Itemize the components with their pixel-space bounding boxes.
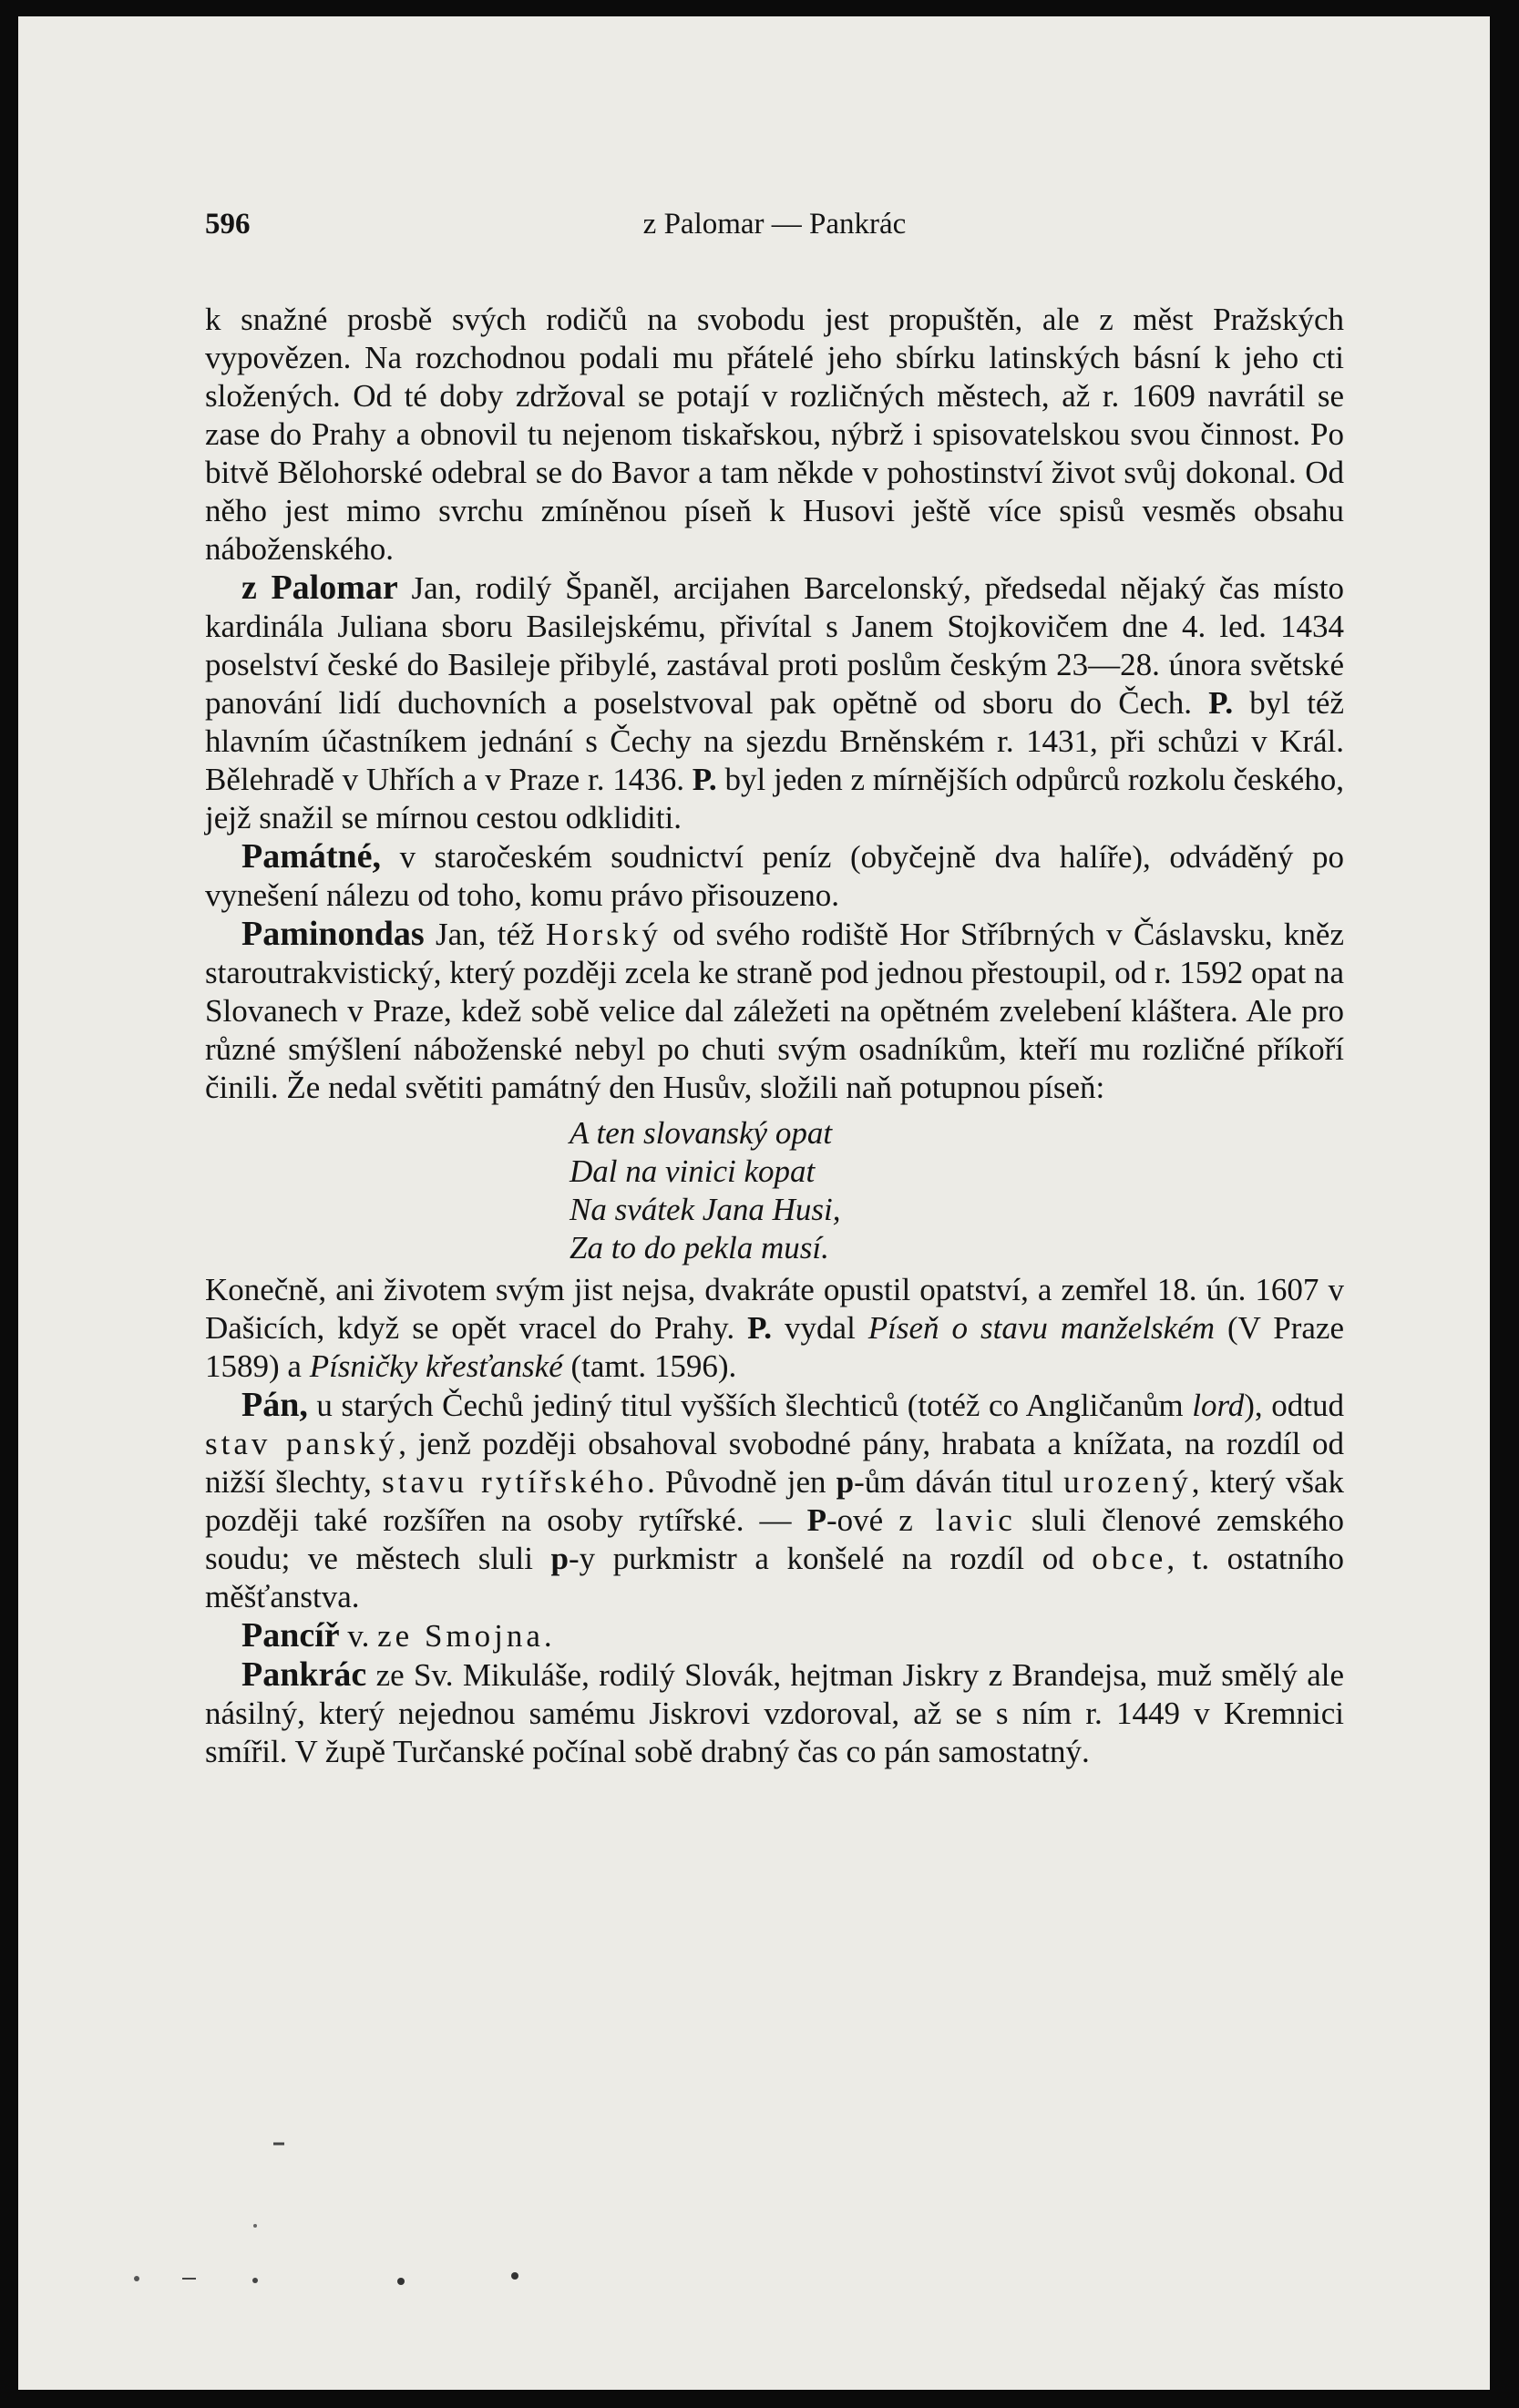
- text-segment: P.: [1208, 685, 1234, 721]
- text-segment: Písničky křesťanské: [309, 1348, 563, 1384]
- text-segment: ze Sv. Mikuláše, rodilý Slovák, hejtman Jiskry z Brandejsa, muž smělý ale násilný, který nejednou samému Jiskrovi vzdoroval, až se s ním r. 1449 v Kremnici smířil. V župě Turčanské počínal sobě drabný čas co pán samostatný.: [205, 1657, 1344, 1769]
- text-segment: v.: [339, 1618, 378, 1654]
- headword: Památné,: [241, 837, 382, 876]
- text-segment: urozený: [1063, 1464, 1192, 1500]
- headword: z Palomar: [241, 569, 398, 607]
- text-segment: ze Smojna: [377, 1618, 544, 1654]
- paragraphs-after-poem: [205, 1271, 1344, 1771]
- scanned-page: [18, 16, 1490, 2390]
- paragraph-p3: [205, 837, 1344, 915]
- text-segment: P.: [747, 1310, 773, 1346]
- text-segment: Horský: [545, 917, 662, 952]
- poem-line: Dal na vinici kopat: [570, 1153, 816, 1189]
- paragraphs-before-poem: [205, 301, 1344, 1107]
- poem-line: Na svátek Jana Husi,: [570, 1192, 841, 1227]
- poem-line: Za to do pekla musí.: [570, 1230, 829, 1265]
- text-segment: , t. ostatního měšťanstva.: [205, 1541, 1344, 1614]
- scan-speck: [397, 2278, 405, 2285]
- text-segment: od svého rodiště Hor Stříbrných v Čáslavsku, kněz staroutrakvistický, který později zcela ke straně pod jednou přestoupil, od r. 1592 opat na Slovanech v Praze, kdež sobě velice dal záležeti na opětném zvelebení kláštera. Ale pro různé smýšlení náboženské nebyl po chuti svým osadníkům, kteří mu rozličné příkoří činili. Že nedal světiti památný den Husův, složili naň potupnou píseň:: [205, 917, 1344, 1105]
- text-segment: Píseň o stavu manželském: [867, 1310, 1216, 1346]
- paragraph-p7: [205, 1616, 1344, 1655]
- headword: Pán,: [241, 1386, 308, 1424]
- text-segment: p: [550, 1541, 570, 1576]
- headword: Pankrác: [241, 1655, 367, 1694]
- text-segment: z lavic: [898, 1502, 1016, 1538]
- text-segment: P: [806, 1502, 826, 1538]
- text-segment: (tamt. 1596).: [562, 1348, 737, 1384]
- text-segment: byl jeden z mírnějších odpůrců rozkolu českého, jejž snažil se mírnou cestou odkliditi.: [205, 762, 1344, 835]
- scan-speck: [134, 2276, 139, 2281]
- text-segment: P.: [692, 762, 717, 797]
- text-segment: stavu rytířského: [382, 1464, 648, 1500]
- text-segment: -y purkmistr a konšelé na rozdíl od: [569, 1541, 1093, 1576]
- text-segment: obce: [1092, 1541, 1167, 1576]
- scan-speck: [253, 2224, 257, 2228]
- poem-line: A ten slovanský opat: [570, 1115, 833, 1151]
- paragraph-p5: [205, 1271, 1344, 1386]
- text-segment: Jan, též: [424, 917, 546, 952]
- page-header: [205, 206, 1344, 242]
- text-segment: lord: [1192, 1388, 1245, 1423]
- text-segment: -ové: [826, 1502, 899, 1538]
- text-segment: u starých Čechů jediný titul vyšších šlechticů (totéž co Angličanům: [307, 1388, 1193, 1423]
- text-segment: (V Praze 1589) a: [205, 1310, 1345, 1384]
- poem: [570, 1114, 1344, 1267]
- scan-speck: [252, 2278, 258, 2283]
- headword: Paminondas: [241, 915, 425, 953]
- text-segment: .: [543, 1618, 552, 1654]
- text-segment: k snažné prosbě svých rodičů na svobodu jest propuštěn, ale z měst Pražských vypovězen. Na rozchodnou podali mu přátelé jeho sbírku latinských básní k jeho cti složených. Od té doby zdržoval se potají v rozličných městech, až r. 1609 navrátil se zase do Prahy a obnovil tu nejenom tiskařskou, nýbrž i spisovatelskou svou činnost. Po bitvě Bělohorské odebral se do Bavor a tam někde v pohostinství život svůj dokonal. Od něho jest mimo svrchu zmíněnou píseň k Husovi ještě více spisů vesměs obsahu náboženského.: [205, 302, 1344, 567]
- text-segment: , jenž později obsahoval svobodné pány, hrabata a knížata, na rozdíl od nižší šlechty,: [205, 1426, 1344, 1500]
- page-number: 596: [205, 208, 251, 241]
- running-title: z Palomar — Pankrác: [642, 208, 907, 241]
- text-segment: . Původně jen: [647, 1464, 836, 1500]
- text-segment: sluli členové zemského soudu; ve městech sluli: [205, 1502, 1344, 1576]
- text-segment: byl též hlavním účastníkem jednání s Čechy na sjezdu Brněnském r. 1431, při schůzi v Král. Bělehradě v Uhřích a v Praze r. 1436.: [205, 685, 1344, 797]
- paragraph-p6: [205, 1386, 1344, 1616]
- scan-speck: [511, 2272, 518, 2280]
- text-segment: stav panský: [205, 1426, 399, 1461]
- paragraph-p8: [205, 1655, 1344, 1771]
- text-segment: ), odtud: [1244, 1388, 1344, 1423]
- text-segment: p: [836, 1464, 855, 1500]
- paragraph-p4: [205, 915, 1344, 1107]
- text-segment: Konečně, ani životem svým jist nejsa, dvakráte opustil opatství, a zemřel 18. ún. 1607 v Dašicích, když se opět vracel do Prahy.: [205, 1272, 1344, 1346]
- headword: Pancíř: [241, 1616, 340, 1655]
- text-segment: Jan, rodilý Španěl, arcijahen Barcelonský, předsedal nějaký čas místo kardinála Juliana sboru Basilejskému, přivítal s Janem Stojkovičem dne 4. led. 1434 poselství české do Basileje přibylé, zastával proti poslům českým 23—28. února světské panování lidí duchovních a poselstvoval pak opětně od sboru do Čech.: [205, 570, 1344, 721]
- text-segment: vydal: [772, 1310, 868, 1346]
- paragraph-p2: [205, 569, 1344, 837]
- text-segment: v staročeském soudnictví peníz (obyčejně dva halíře), odváděný po vynešení nálezu od toho, komu právo přisouzeno.: [205, 839, 1344, 913]
- page-body: [205, 301, 1344, 1771]
- paragraph-p1: [205, 301, 1344, 569]
- text-segment: -ům dáván titul: [854, 1464, 1064, 1500]
- text-segment: , který však později také rozšířen na osoby rytířské. —: [205, 1464, 1344, 1538]
